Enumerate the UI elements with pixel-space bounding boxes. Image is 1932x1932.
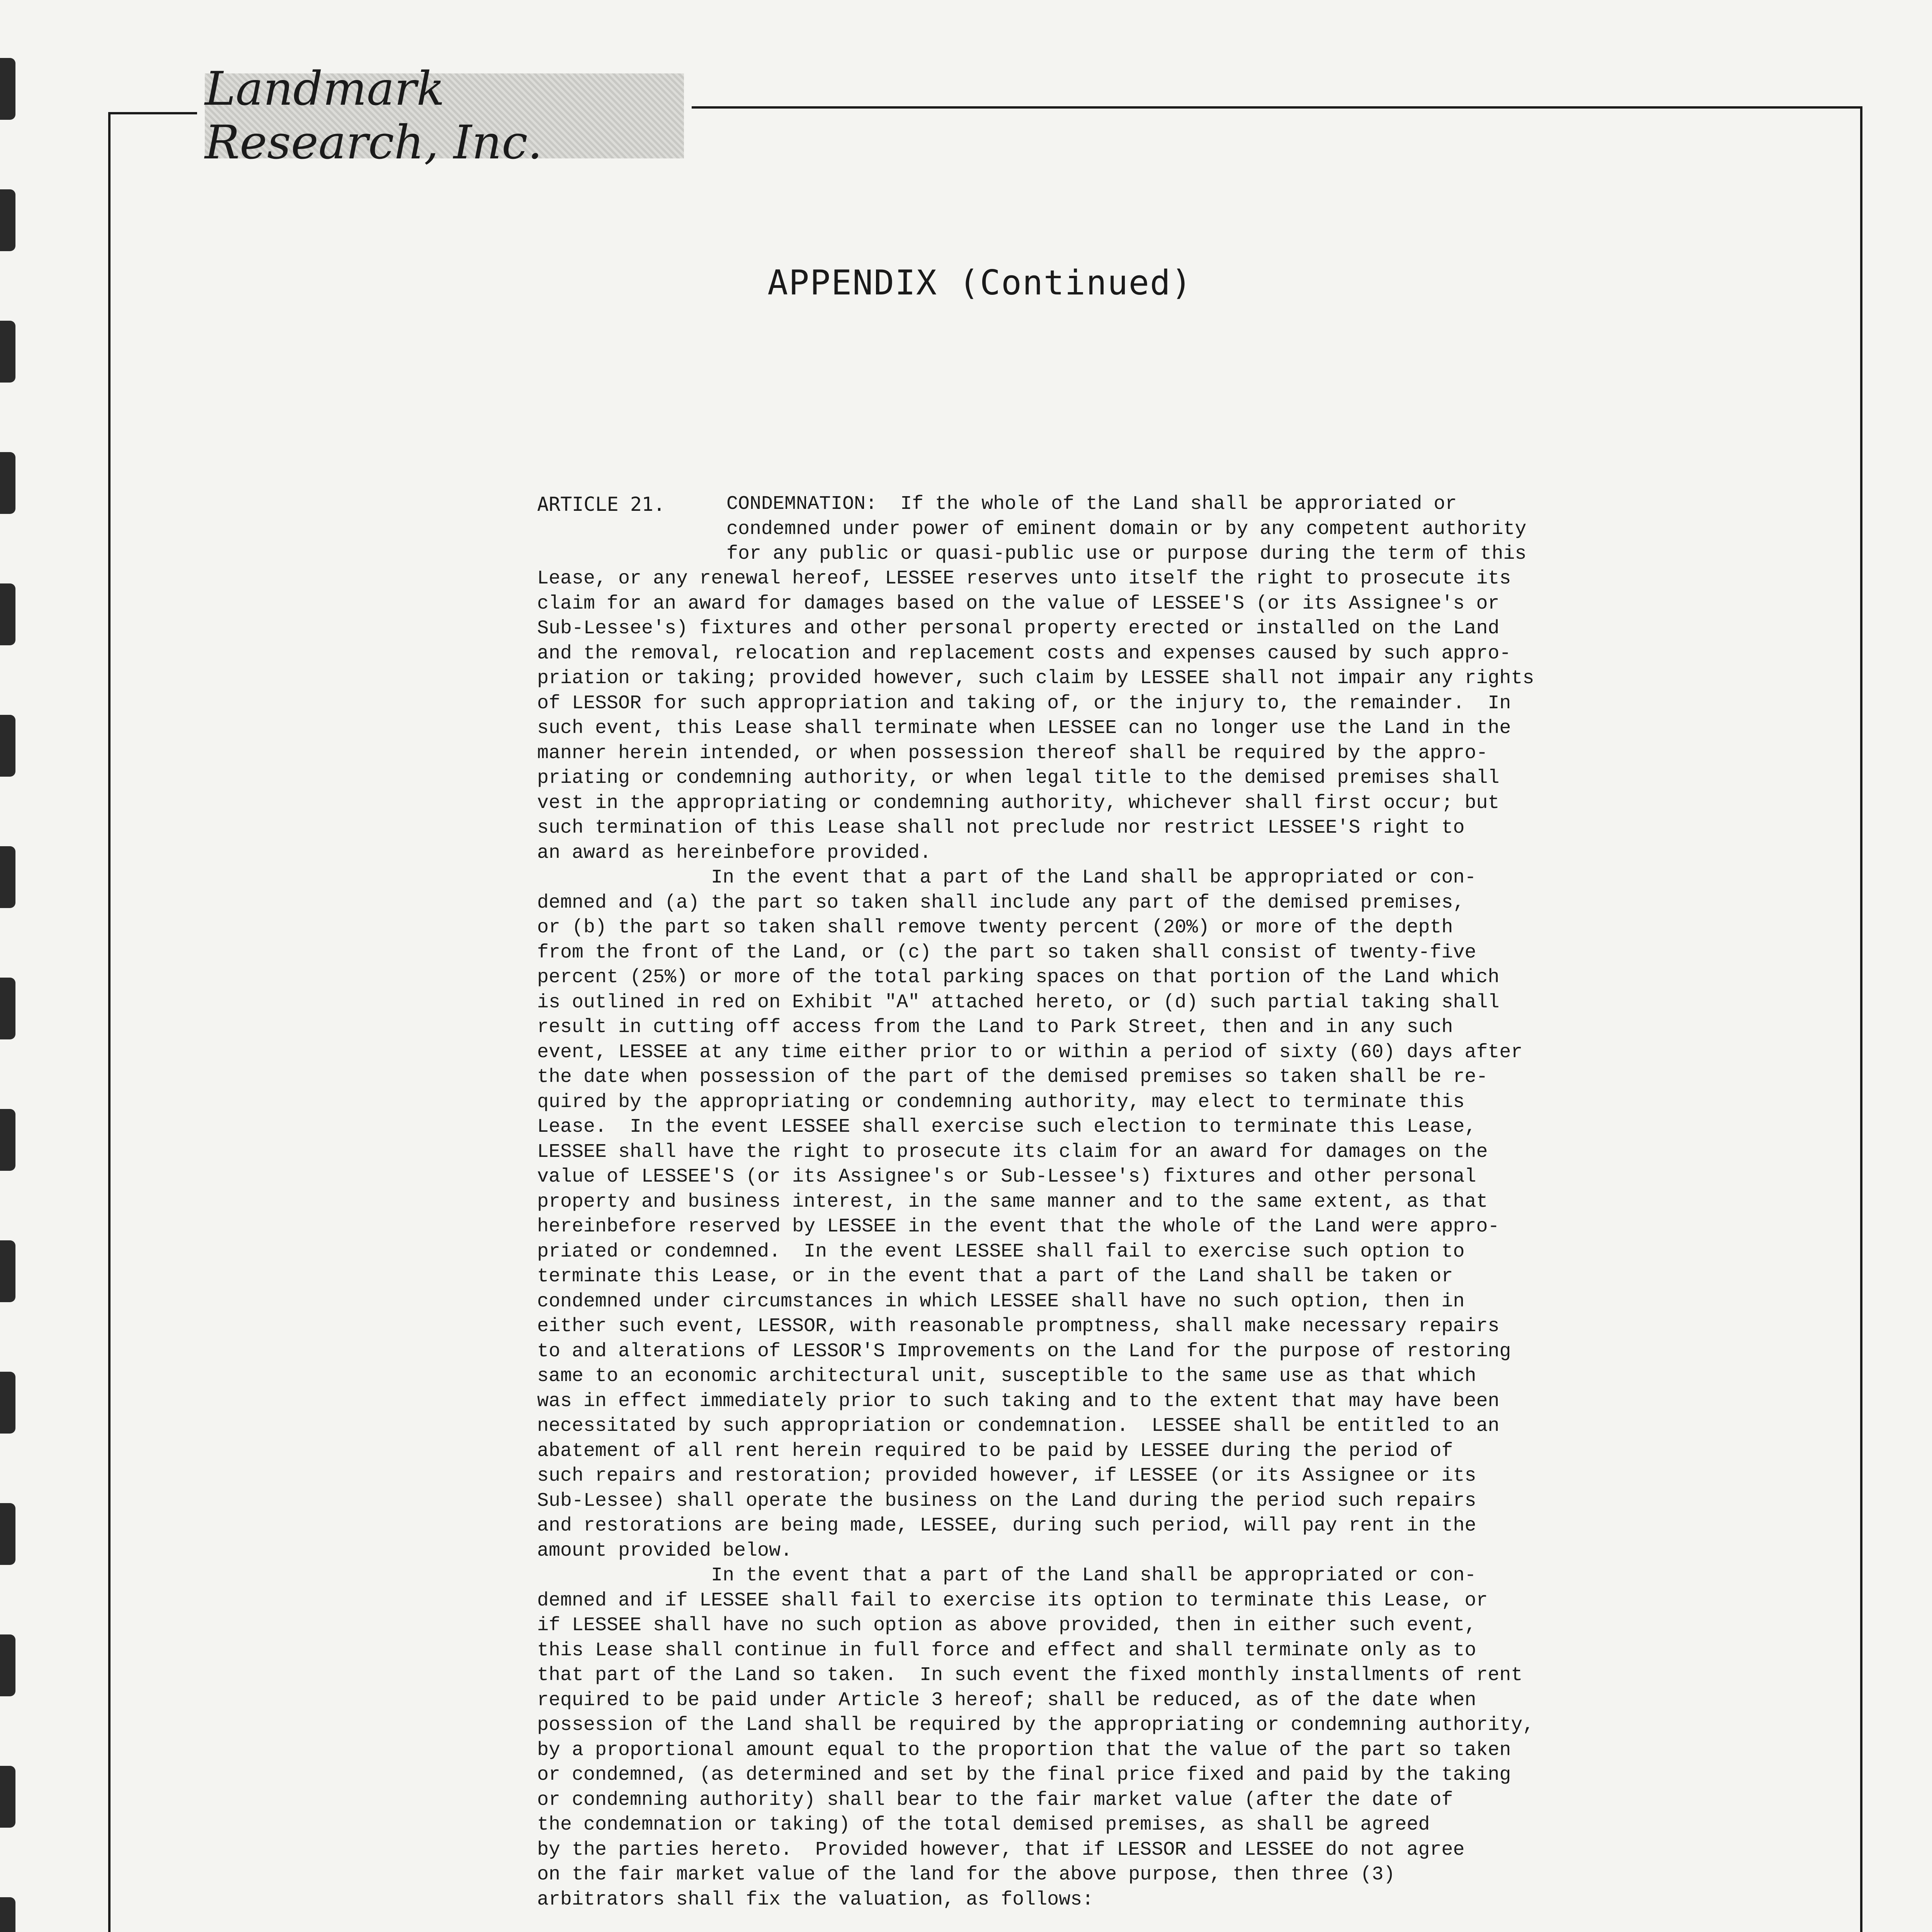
- text-line: such event, this Lease shall terminate when LESSEE can no longer use the Land in the: [537, 717, 1511, 739]
- text-line: result in cutting off access from the Land to Park Street, then and in any such: [537, 1016, 1453, 1038]
- text-line: the condemnation or taking) of the total demised premises, as shall be agreed: [537, 1814, 1430, 1836]
- text-line: condemned under circumstances in which LESSEE shall have no such option, then in: [537, 1290, 1465, 1313]
- binding-hole: [0, 846, 15, 908]
- text-line: necessitated by such appropriation or condemnation. LESSEE shall be entitled to an: [537, 1415, 1500, 1437]
- text-line: manner herein intended, or when possession thereof shall be required by the appro-: [537, 742, 1488, 764]
- text-line: LESSEE shall have the right to prosecute its claim for an award for damages on the: [537, 1141, 1488, 1163]
- binding-hole: [0, 1634, 15, 1696]
- article-body: [537, 566, 1619, 1932]
- text-line: such termination of this Lease shall not preclude nor restrict LESSEE'S right to: [537, 817, 1465, 839]
- binding-hole: [0, 189, 15, 251]
- text-line: claim for an award for damages based on the value of LESSEE'S (or its Assignee's or: [537, 592, 1500, 615]
- text-line: this Lease shall continue in full force and effect and shall terminate only as to: [537, 1639, 1476, 1662]
- binding-hole: [0, 1109, 15, 1171]
- text-line: property and business interest, in the same manner and to the same extent, as that: [537, 1190, 1488, 1213]
- text-line: CONDEMNATION: If the whole of the Land shall be approriated or: [726, 493, 1457, 515]
- text-line: abatement of all rent herein required to be paid by LESSEE during the period of: [537, 1440, 1453, 1462]
- text-line: that part of the Land so taken. In such event the fixed monthly installments of rent: [537, 1664, 1523, 1686]
- text-line: demned and if LESSEE shall fail to exercise its option to terminate this Lease, or: [537, 1589, 1488, 1612]
- binding-hole: [0, 58, 15, 120]
- binding-hole: [0, 321, 15, 383]
- text-line: condemned under power of eminent domain or by any competent authority: [726, 518, 1527, 540]
- text-line: or condemned, (as determined and set by the final price fixed and paid by the taking: [537, 1764, 1511, 1786]
- binding-hole: [0, 1372, 15, 1434]
- text-line: Lease, or any renewal hereof, LESSEE reserves unto itself the right to prosecute its: [537, 568, 1511, 590]
- text-line: priating or condemning authority, or when legal title to the demised premises shall: [537, 767, 1500, 789]
- text-line: Sub-Lessee's) fixtures and other personal property erected or installed on the Land: [537, 617, 1500, 639]
- text-line: vest in the appropriating or condemning authority, whichever shall first occur; but: [537, 792, 1500, 814]
- text-line: and restorations are being made, LESSEE, during such period, will pay rent in the: [537, 1515, 1476, 1537]
- binding-hole: [0, 715, 15, 777]
- text-line: the date when possession of the part of the demised premises so taken shall be re-: [537, 1066, 1488, 1088]
- text-line: Sub-Lessee) shall operate the business on the Land during the period such repairs: [537, 1490, 1476, 1512]
- text-line: by a proportional amount equal to the proportion that the value of the part so taken: [537, 1739, 1511, 1761]
- binding-hole: [0, 978, 15, 1039]
- binding-hole: [0, 583, 15, 645]
- article-number: ARTICLE 21.: [537, 493, 665, 515]
- text-line: required to be paid under Article 3 hereof; shall be reduced, as of the date when: [537, 1689, 1476, 1711]
- text-line: and the removal, relocation and replacement costs and expenses caused by such appro-: [537, 642, 1511, 665]
- binding-hole: [0, 1240, 15, 1302]
- text-line: to and alterations of LESSOR'S Improvements on the Land for the purpose of restoring: [537, 1340, 1511, 1362]
- text-line: amount provided below.: [537, 1539, 793, 1562]
- text-line: from the front of the Land, or (c) the part so taken shall consist of twenty-five: [537, 941, 1476, 964]
- text-line: on the fair market value of the land for the above purpose, then three (3): [537, 1864, 1395, 1886]
- company-logo: Landmark Research, Inc.: [205, 73, 684, 158]
- text-line: if LESSEE shall have no such option as above provided, then in either such event,: [537, 1614, 1476, 1636]
- text-line: was in effect immediately prior to such taking and to the extent that may have been: [537, 1390, 1500, 1412]
- binding-hole: [0, 452, 15, 514]
- text-line: possession of the Land shall be required by the appropriating or condemning authority,: [537, 1714, 1534, 1736]
- text-line: hereinbefore reserved by LESSEE in the event that the whole of the Land were appro-: [537, 1216, 1500, 1238]
- frame-right: [1860, 106, 1862, 1932]
- text-line: event, LESSEE at any time either prior to or within a period of sixty (60) days after: [537, 1041, 1523, 1063]
- frame-top-right: [692, 106, 1862, 109]
- binding-hole: [0, 1503, 15, 1565]
- text-line: In the event that a part of the Land shall be appropriated or con-: [537, 867, 1476, 889]
- text-line: an award as hereinbefore provided.: [537, 842, 932, 864]
- text-line: priation or taking; provided however, such claim by LESSEE shall not impair any rights: [537, 667, 1534, 689]
- text-line: of LESSOR for such appropriation and taking of, or the injury to, the remainder. In: [537, 692, 1511, 714]
- frame-top-left: [108, 112, 197, 114]
- article-intro: [726, 492, 1808, 567]
- page-title: APPENDIX (Continued): [767, 263, 1192, 303]
- text-line: or (b) the part so taken shall remove twenty percent (20%) or more of the depth: [537, 917, 1453, 939]
- text-line: for any public or quasi-public use or purpose during the term of this: [726, 543, 1527, 565]
- text-line: same to an economic architectural unit, susceptible to the same use as that which: [537, 1365, 1476, 1387]
- text-line: such repairs and restoration; provided however, if LESSEE (or its Assignee or its: [537, 1465, 1476, 1487]
- text-line: terminate this Lease, or in the event that a part of the Land shall be taken or: [537, 1265, 1453, 1287]
- text-line: priated or condemned. In the event LESSEE shall fail to exercise such option to: [537, 1240, 1465, 1263]
- frame-left: [108, 112, 111, 1932]
- binding-hole: [0, 1766, 15, 1828]
- text-line: arbitrators shall fix the valuation, as follows:: [537, 1888, 1094, 1911]
- binding-hole: [0, 1897, 15, 1932]
- text-line: is outlined in red on Exhibit "A" attached hereto, or (d) such partial taking shall: [537, 991, 1500, 1014]
- text-line: Lease. In the event LESSEE shall exercise such election to terminate this Lease,: [537, 1116, 1476, 1138]
- text-line: quired by the appropriating or condemning authority, may elect to terminate this: [537, 1091, 1465, 1113]
- text-line: percent (25%) or more of the total parking spaces on that portion of the Land which: [537, 966, 1500, 988]
- text-line: value of LESSEE'S (or its Assignee's or Sub-Lessee's) fixtures and other personal: [537, 1166, 1476, 1188]
- text-line: or condemning authority) shall bear to the fair market value (after the date of: [537, 1789, 1453, 1811]
- text-line: demned and (a) the part so taken shall include any part of the demised premises,: [537, 891, 1465, 914]
- text-line: by the parties hereto. Provided however, that if LESSOR and LESSEE do not agree: [537, 1838, 1465, 1861]
- text-line: either such event, LESSOR, with reasonable promptness, shall make necessary repairs: [537, 1315, 1500, 1337]
- text-line: In the event that a part of the Land shall be appropriated or con-: [537, 1565, 1476, 1587]
